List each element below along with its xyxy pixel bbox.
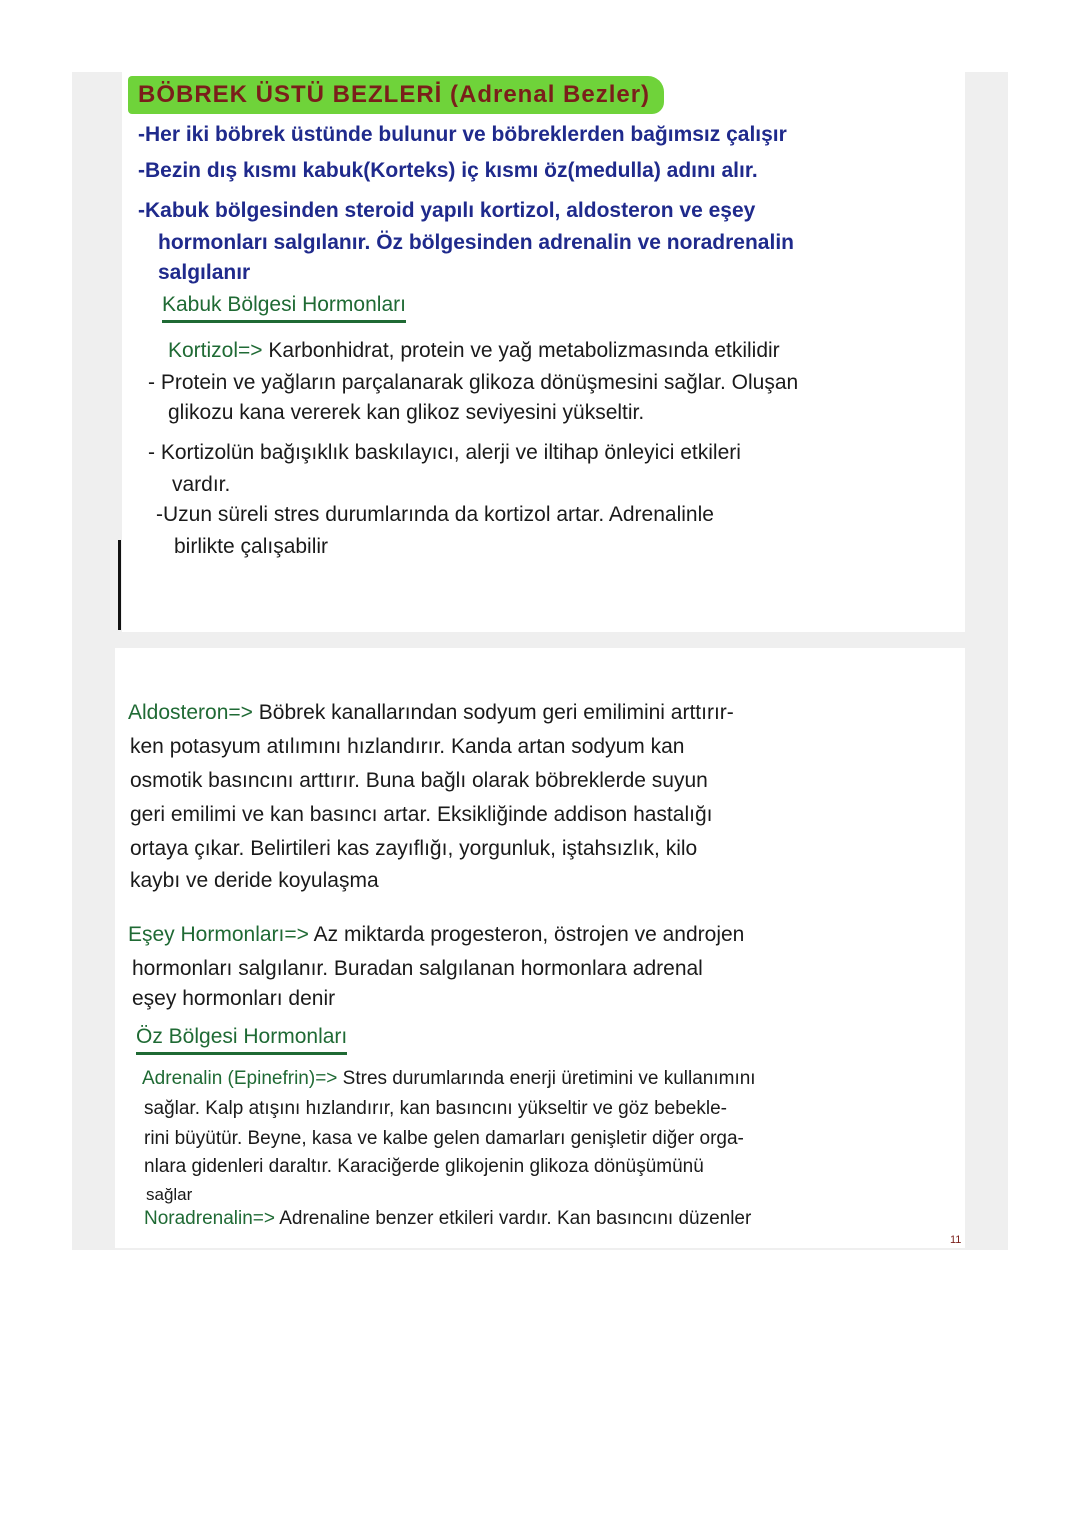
noradrenalin-line bbox=[144, 1206, 751, 1232]
esey-text: Az miktarda progesteron, östrojen ve androjen bbox=[313, 923, 745, 946]
adrenalin-line: sağlar bbox=[146, 1185, 193, 1204]
aldosteron-line: osmotik basıncını arttırır. Buna bağlı olarak böbreklerde suyun bbox=[130, 769, 708, 792]
esey-line: hormonları salgılanır. Buradan salgılanan hormonlara adrenal bbox=[132, 957, 703, 980]
kortizol-line: glikozu kana vererek kan glikoz seviyesini yükseltir. bbox=[168, 401, 645, 424]
kortizol-line: -Uzun süreli stres durumlarında da kortizol artar. Adrenalinle bbox=[156, 503, 714, 526]
aldosteron-line: geri emilimi ve kan basıncı artar. Eksikliğinde addison hastalığı bbox=[130, 803, 713, 826]
adrenalin-line: sağlar. Kalp atışını hızlandırır, kan basıncını yükseltir ve göz bebekle- bbox=[144, 1098, 727, 1119]
aldosteron-line bbox=[128, 700, 734, 726]
adrenalin-term: Adrenalin (Epinefrin)=> bbox=[142, 1068, 338, 1089]
aldosteron-line: ortaya çıkar. Belirtileri kas zayıflığı, yorgunluk, iştahsızlık, kilo bbox=[130, 837, 698, 860]
intro-line: -Bezin dış kısmı kabuk(Korteks) iç kısmı öz(medulla) adını alır. bbox=[138, 159, 758, 182]
kortizol-line: - Protein ve yağların parçalanarak glikoza dönüşmesini sağlar. Oluşan bbox=[148, 371, 799, 394]
adrenalin-text: Stres durumlarında enerji üretimini ve kullanımını bbox=[342, 1068, 756, 1089]
esey-line bbox=[128, 922, 744, 948]
adrenalin-line bbox=[142, 1066, 756, 1092]
page-edge-line bbox=[118, 540, 121, 630]
noradrenalin-text: Adrenaline benzer etkileri vardır. Kan basıncını düzenler bbox=[279, 1208, 752, 1229]
aldosteron-line: ken potasyum atılımını hızlandırır. Kanda artan sodyum kan bbox=[130, 735, 685, 758]
page-number: 11 bbox=[950, 1234, 962, 1246]
adrenalin-line: rini büyütür. Beyne, kasa ve kalbe gelen damarları genişletir diğer orga- bbox=[144, 1128, 744, 1149]
kortizol-text: Karbonhidrat, protein ve yağ metabolizmasında etkilidir bbox=[268, 339, 780, 362]
aldosteron-text: Böbrek kanallarından sodyum geri emilimini arttırır- bbox=[258, 701, 734, 724]
esey-line: eşey hormonları denir bbox=[132, 987, 336, 1010]
esey-term: Eşey Hormonları=> bbox=[128, 923, 309, 946]
kortizol-line bbox=[168, 338, 780, 364]
kabuk-heading: Kabuk Bölgesi Hormonları bbox=[162, 292, 406, 323]
aldosteron-term: Aldosteron=> bbox=[128, 701, 253, 724]
noradrenalin-term: Noradrenalin=> bbox=[144, 1208, 275, 1229]
adrenalin-line: nlara gidenleri daraltır. Karaciğerde glikojenin glikoza dönüşümünü bbox=[144, 1156, 704, 1177]
intro-line: hormonları salgılanır. Öz bölgesinden adrenalin ve noradrenalin bbox=[158, 231, 794, 254]
intro-line: salgılanır bbox=[158, 261, 251, 284]
oz-heading: Öz Bölgesi Hormonları bbox=[136, 1024, 347, 1055]
kortizol-line: birlikte çalışabilir bbox=[174, 535, 329, 558]
kortizol-line: vardır. bbox=[172, 473, 231, 496]
intro-line: -Kabuk bölgesinden steroid yapılı kortizol, aldosteron ve eşey bbox=[138, 199, 756, 222]
page-title: BÖBREK ÜSTÜ BEZLERİ (Adrenal Bezler) bbox=[128, 76, 664, 114]
kortizol-line: - Kortizolün bağışıklık baskılayıcı, alerji ve iltihap önleyici etkileri bbox=[148, 441, 741, 464]
intro-line: -Her iki böbrek üstünde bulunur ve böbreklerden bağımsız çalışır bbox=[138, 123, 787, 146]
aldosteron-line: kaybı ve deride koyulaşma bbox=[130, 869, 379, 892]
kortizol-term: Kortizol=> bbox=[168, 339, 263, 362]
